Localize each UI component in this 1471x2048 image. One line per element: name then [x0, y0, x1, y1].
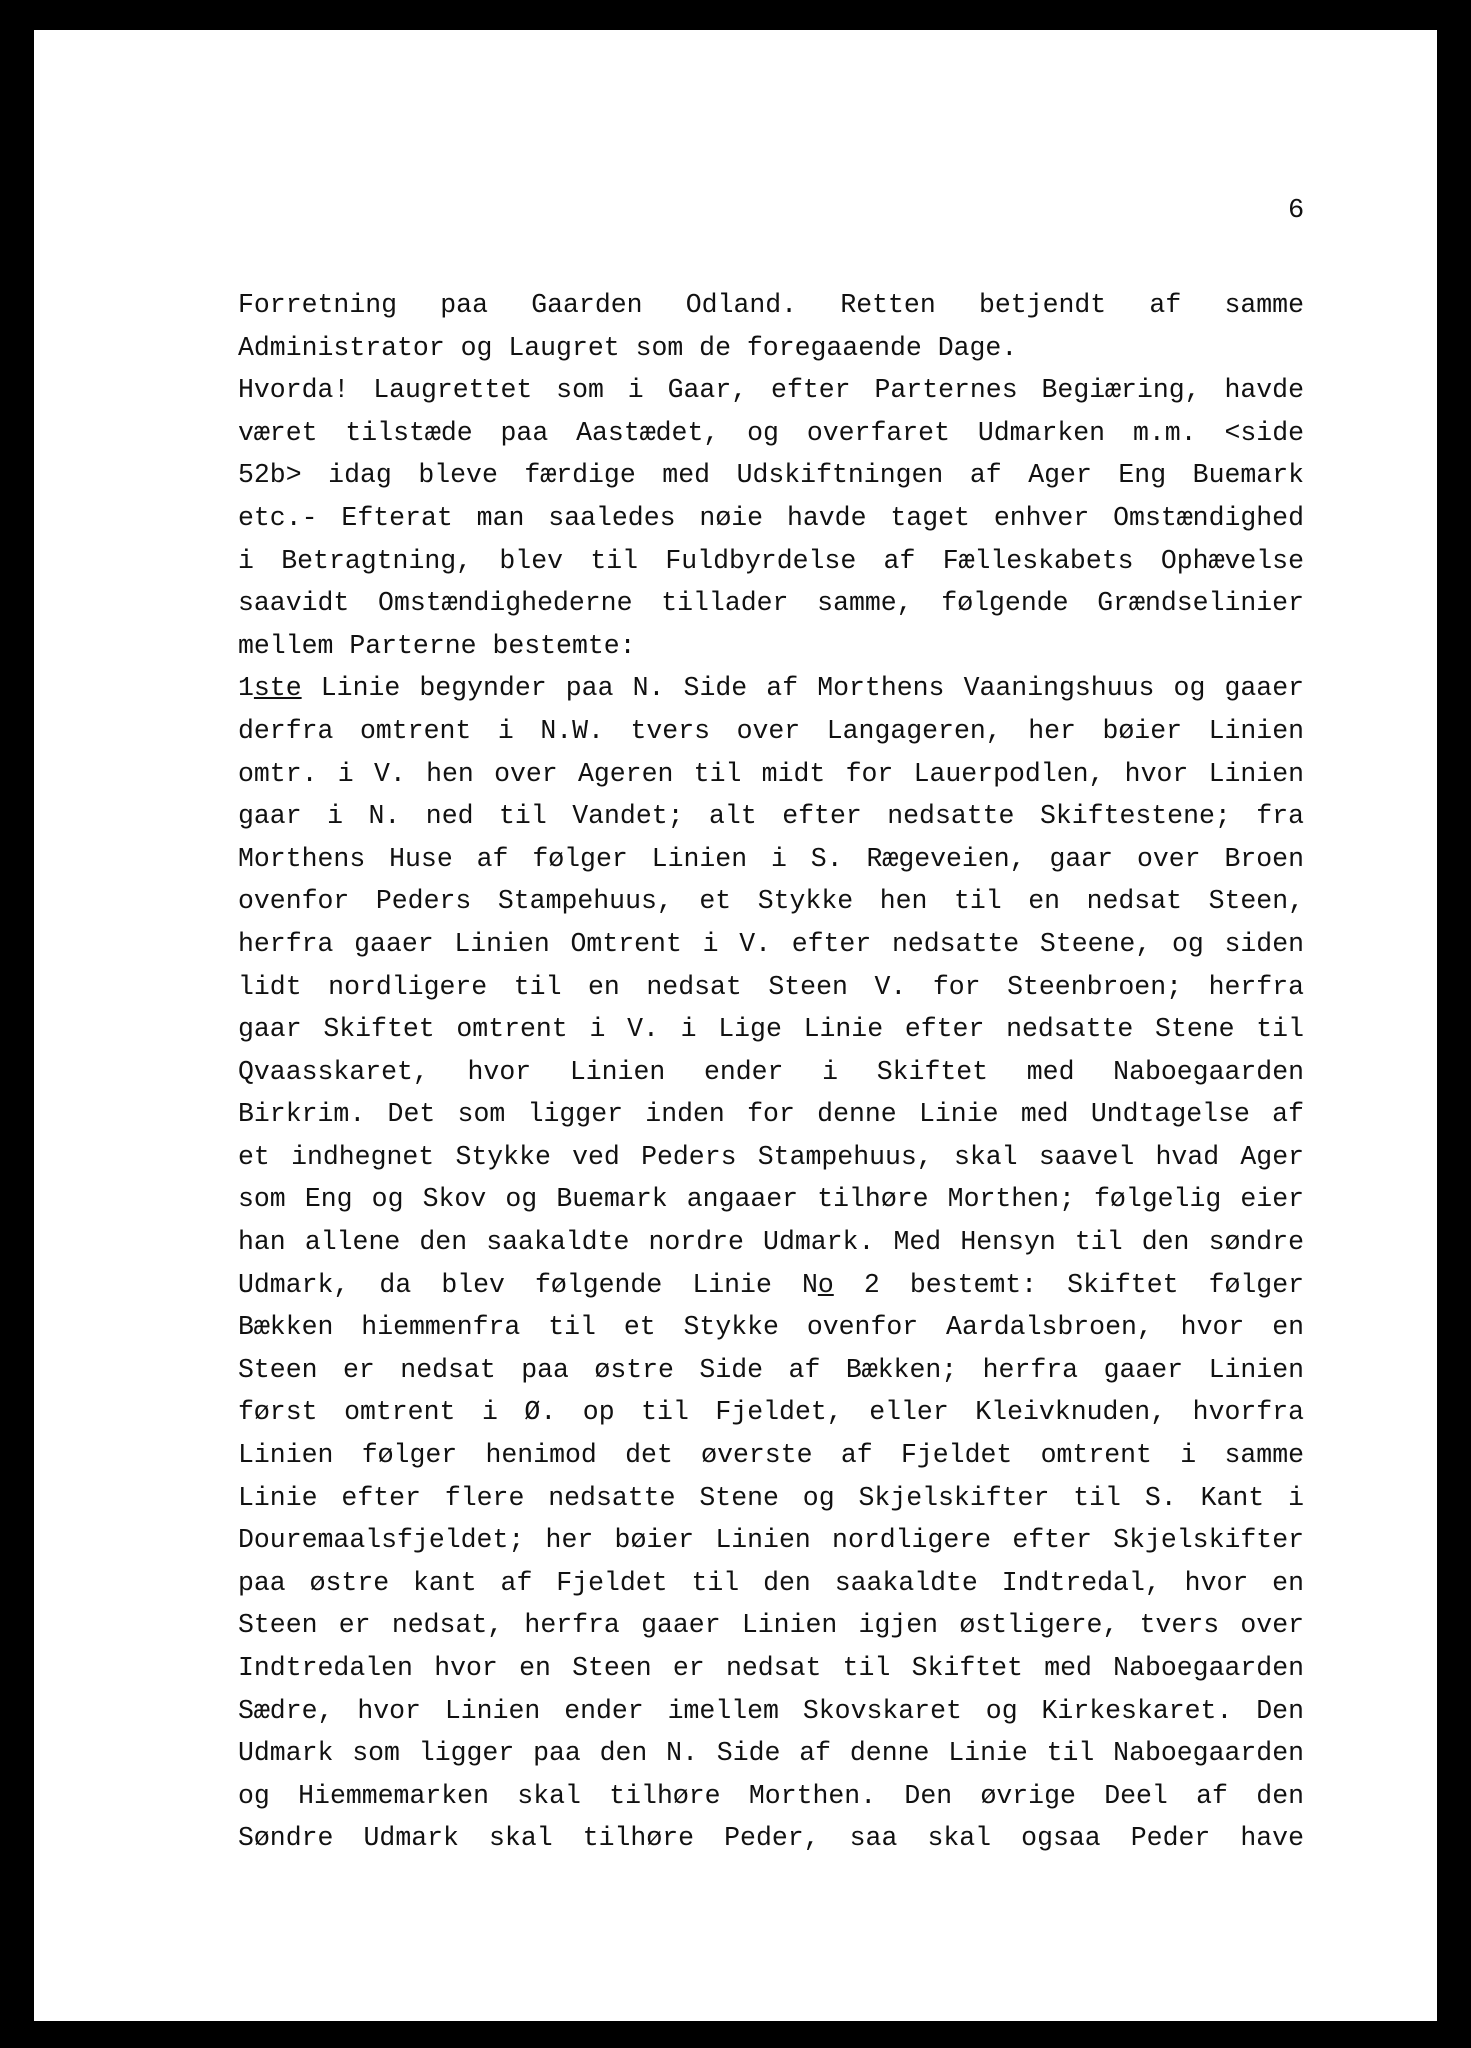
page-number: 6: [1288, 196, 1305, 226]
text-line: lidt nordligere til en nedsat Steen V. for Steenbroen; herfra: [238, 971, 1304, 1002]
text-line: paa østre kant af Fjeldet til den saakaldte Indtredal, hvor en: [238, 1567, 1304, 1598]
underlined-superscript: ste: [253, 673, 302, 704]
text-line: i Betragtning, blev til Fuldbyrdelse af Fælleskabets Ophævelse: [238, 545, 1304, 576]
text-line: Linie efter flere nedsatte Stene og Skjelskifter til S. Kant i: [238, 1482, 1304, 1513]
text-line: han allene den saakaldte nordre Udmark. Med Hensyn til den søndre: [238, 1227, 1304, 1258]
text-line: Bækken hiemmenfra til et Stykke ovenfor Aardalsbroen, hvor en: [238, 1312, 1304, 1343]
text-line: omtr. i V. hen over Ageren til midt for Lauerpodlen, hvor Linien: [238, 758, 1304, 789]
text-line: Steen er nedsat, herfra gaaer Linien igjen østligere, tvers over: [238, 1610, 1304, 1641]
text-line: Steen er nedsat paa østre Side af Bækken; herfra gaaer Linien: [238, 1354, 1304, 1385]
text-line: Qvaasskaret, hvor Linien ender i Skiftet med Naboegaarden: [238, 1056, 1304, 1087]
line-segment: 2 bestemt: Skiftet følger: [833, 1269, 1304, 1300]
text-line: Administrator og Laugret som de foregaaende Dage.: [238, 332, 1018, 363]
text-line: været tilstæde paa Aastædet, og overfaret Udmarken m.m. <side: [238, 417, 1304, 448]
document-page: [34, 30, 1437, 2021]
underlined-superscript: o: [817, 1269, 834, 1300]
text-line: Søndre Udmark skal tilhøre Peder, saa skal ogsaa Peder have: [238, 1823, 1304, 1854]
text-line: Sædre, hvor Linien ender imellem Skovskaret og Kirkeskaret. Den: [238, 1695, 1304, 1726]
text-line: saavidt Omstændighederne tillader samme, følgende Grændselinier: [238, 588, 1304, 619]
text-line: Indtredalen hvor en Steen er nedsat til Skiftet med Naboegaarden: [238, 1653, 1304, 1683]
text-line: mellem Parterne bestemte:: [238, 630, 636, 661]
text-line: gaar Skiftet omtrent i V. i Lige Linie efter nedsatte Stene til: [238, 1014, 1304, 1045]
document-body: [238, 284, 1304, 1860]
text-line: [238, 667, 1304, 710]
text-line: 52b> idag bleve færdige med Udskiftningen af Ager Eng Buemark: [238, 460, 1304, 491]
text-line: Douremaalsfjeldet; her bøier Linien nordligere efter Skjelskifter: [238, 1525, 1304, 1556]
line-segment: Udmark, da blev følgende Linie N: [238, 1269, 818, 1300]
text-line: Morthens Huse af følger Linien i S. Rægeveien, gaar over Broen: [238, 843, 1304, 874]
text-line: etc.- Efterat man saaledes nøie havde taget enhver Omstændighed: [238, 502, 1304, 533]
text-line: herfra gaaer Linien Omtrent i V. efter nedsatte Steene, og siden: [238, 928, 1304, 959]
line-segment: Linie begynder paa N. Side af Morthens Vaaningshuus og gaaer: [301, 673, 1304, 704]
text-line: Linien følger henimod det øverste af Fjeldet omtrent i samme: [238, 1440, 1304, 1471]
text-line: ovenfor Peders Stampehuus, et Stykke hen til en nedsat Steen,: [238, 886, 1304, 917]
text-line: først omtrent i Ø. op til Fjeldet, eller Kleivknuden, hvorfra: [238, 1397, 1304, 1428]
line-segment: 1: [238, 673, 254, 704]
text-line: Forretning paa Gaarden Odland. Retten betjendt af samme: [238, 290, 1304, 320]
text-line: gaar i N. ned til Vandet; alt efter nedsatte Skiftestene; fra: [238, 801, 1304, 832]
text-line: derfra omtrent i N.W. tvers over Langageren, her bøier Linien: [238, 715, 1304, 746]
text-line: et indhegnet Stykke ved Peders Stampehuus, skal saavel hvad Ager: [238, 1141, 1304, 1172]
text-line: Birkrim. Det som ligger inden for denne Linie med Undtagelse af: [238, 1099, 1304, 1130]
text-line: [238, 1264, 1304, 1307]
text-line: Hvorda! Laugrettet som i Gaar, efter Parternes Begiæring, havde: [238, 375, 1304, 406]
text-line: Udmark som ligger paa den N. Side af denne Linie til Naboegaarden: [238, 1738, 1304, 1769]
text-line: og Hiemmemarken skal tilhøre Morthen. Den øvrige Deel af den: [238, 1780, 1304, 1811]
text-line: som Eng og Skov og Buemark angaaer tilhøre Morthen; følgelig eier: [238, 1184, 1304, 1215]
